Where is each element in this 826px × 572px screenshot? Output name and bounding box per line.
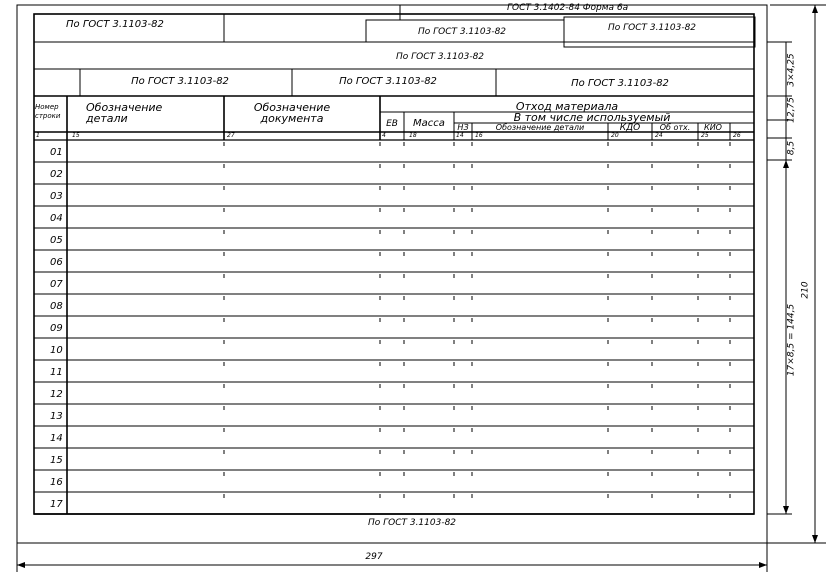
gost-ref-bottom: По ГОСТ 3.1103-82 [367, 518, 457, 528]
row-number: 12 [50, 389, 63, 400]
col-num: 24 [655, 132, 663, 139]
dim-header-rows: 3×4,25 [786, 53, 797, 87]
col-detail-designation-small: Обозначение детали [495, 123, 585, 132]
col-nz: НЗ [457, 123, 469, 132]
gost-ref-top-mid: По ГОСТ 3.1103-82 [417, 27, 507, 37]
row-number: 14 [50, 433, 63, 444]
gost-ref-top-right: По ГОСТ 3.1103-82 [607, 23, 697, 33]
col-ev: ЕВ [386, 119, 398, 129]
row-number: 15 [50, 455, 63, 466]
col-num: 20 [611, 132, 619, 139]
col-detail-designation: Обозначение детали [86, 101, 163, 125]
col-waste-material: Отход материала [515, 100, 619, 113]
row-number: 07 [50, 279, 63, 290]
form-label: ГОСТ 3.1402-84 Форма 6а [507, 3, 629, 13]
row-number: 06 [50, 257, 63, 268]
row-number: 11 [50, 367, 63, 378]
col-num: 14 [456, 132, 464, 139]
row-number: 02 [50, 169, 63, 180]
row-number: 05 [50, 235, 63, 246]
dim-first-row: 8,5 [786, 140, 797, 156]
row-number: 04 [50, 213, 63, 224]
col-num: 15 [72, 132, 80, 139]
row-number: 17 [50, 499, 63, 510]
col-num: 25 [701, 132, 709, 139]
dim-body-rows: 17×8,5 = 144,5 [786, 303, 797, 377]
col-num: 4 [382, 132, 386, 139]
dim-total-width: 297 [365, 552, 383, 562]
col-num: 1 [36, 132, 40, 139]
col-kdo: КДО [619, 123, 641, 133]
row-number: 01 [50, 147, 63, 158]
row-number: 08 [50, 301, 63, 312]
row-number: 10 [50, 345, 63, 356]
col-num: 27 [227, 132, 235, 139]
gost-ref-row2: По ГОСТ 3.1103-82 [395, 52, 485, 62]
col-row-number-label: Номер строки [35, 103, 61, 120]
gost-ref-top-left: По ГОСТ 3.1103-82 [66, 19, 164, 30]
gost-ref-row3-c: По ГОСТ 3.1103-82 [571, 78, 669, 89]
gost-ref-row3-a: По ГОСТ 3.1103-82 [131, 76, 229, 87]
col-kio: КИО [704, 123, 722, 132]
col-num: 16 [475, 132, 483, 139]
row-number: 16 [50, 477, 63, 488]
dim-total-height: 210 [800, 281, 811, 299]
row-number: 03 [50, 191, 63, 202]
col-ob-otkh: Об отх. [659, 123, 691, 132]
row-number: 13 [50, 411, 63, 422]
dim-column-header: 12,75 [786, 97, 797, 123]
col-document-designation: Обозначение документа [253, 101, 331, 125]
row-number: 09 [50, 323, 63, 334]
gost-ref-row3-b: По ГОСТ 3.1103-82 [339, 76, 437, 87]
col-num: 18 [409, 132, 417, 139]
col-num: 26 [733, 132, 741, 139]
col-including-used: В том числе используемый [513, 111, 671, 124]
col-mass: Масса [413, 118, 445, 129]
